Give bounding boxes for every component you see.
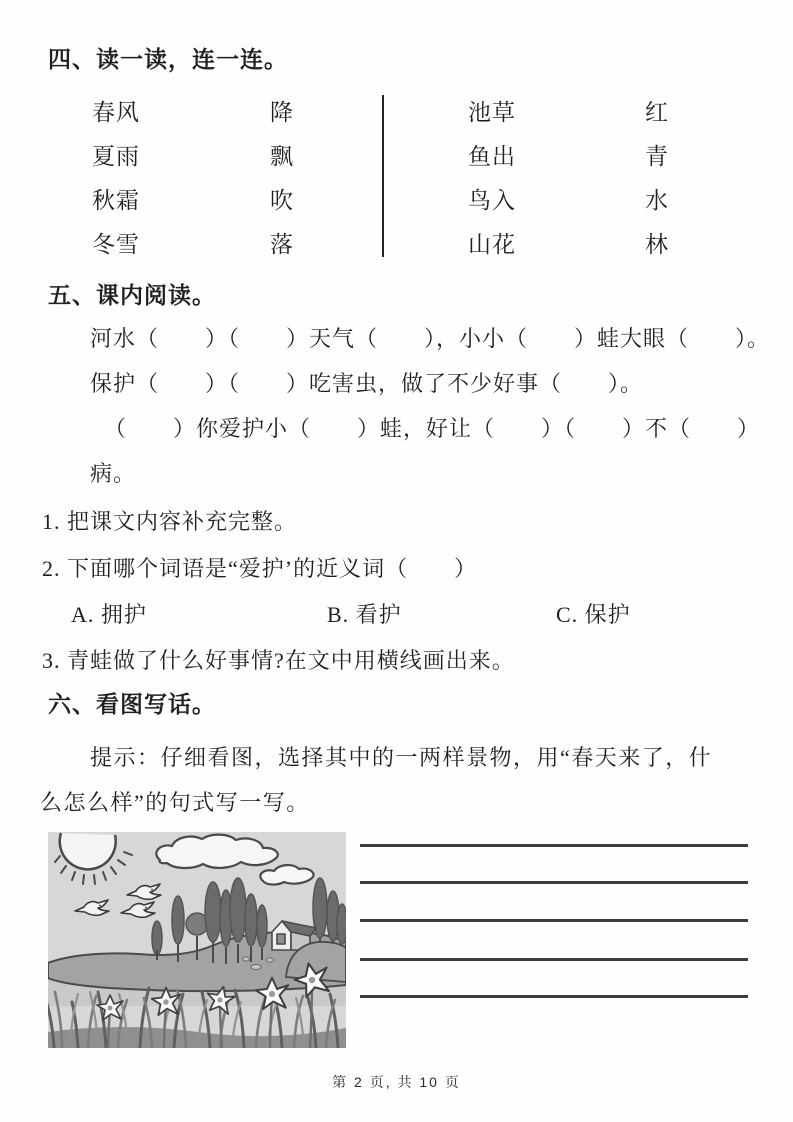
matching-right-group [384,88,753,264]
match-word: 鱼出 [468,143,516,169]
match-row [40,132,382,176]
matching-left-group [40,88,382,264]
question-1: 1. 把课文内容补充完整。 [42,509,298,534]
match-target: 降 [270,99,294,125]
match-target: 林 [645,231,669,257]
option-c: C. 保护 [556,602,631,627]
writing-line [360,922,748,961]
hint-line: 么怎么样”的句式写一写。 [40,790,310,815]
passage-line: 病。 [90,461,137,486]
match-target: 水 [645,187,669,213]
section5-title: 五、课内阅读。 [48,282,216,308]
passage-line: 河水（ ）（ ）天气（ ），小小（ ）蛙大眼（ ）。 [90,326,771,351]
match-row [40,176,382,220]
match-row [40,220,382,264]
match-row [384,132,753,176]
passage-line: （ ）你爱护小（ ）蛙，好让（ ）（ ）不（ ） [104,416,761,441]
passage-line: 保护（ ）（ ）吃害虫，做了不少好事（ ）。 [90,371,644,396]
figure-and-lines [40,832,753,1048]
writing-lines [360,832,748,1048]
section6-title: 六、看图写话。 [48,691,216,717]
option-b: B. 看护 [327,602,402,627]
matching-exercise [40,88,753,264]
question-3: 3. 青蛙做了什么好事情?在文中用横线画出来。 [42,648,515,673]
section4-title: 四、读一读，连一连。 [48,46,288,72]
match-row [384,220,753,264]
page-indicator: 第 2 页, 共 10 页 [332,1074,461,1090]
match-word: 夏雨 [92,143,140,169]
match-row [384,88,753,132]
choice-options [40,599,753,631]
writing-line [360,847,748,884]
hint-line: 提示：仔细看图，选择其中的一两样景物，用“春天来了，什 [90,745,713,770]
match-target: 红 [645,99,669,125]
writing-line [360,832,748,847]
match-word: 鸟入 [468,187,516,213]
match-word: 池草 [468,99,516,125]
match-row [384,176,753,220]
match-target: 吹 [270,187,294,213]
writing-line [360,884,748,922]
reading-passage [90,316,771,496]
question-2: 2. 下面哪个词语是“爱护’的近义词（ ） [42,556,478,581]
option-a: A. 拥护 [71,602,147,627]
match-word: 春风 [92,99,140,125]
match-row [40,88,382,132]
match-target: 青 [645,143,669,169]
match-word: 山花 [468,231,516,257]
match-target: 飘 [270,143,294,169]
match-target: 落 [270,231,294,257]
writing-line [360,961,748,998]
match-word: 秋霜 [92,187,140,213]
writing-hint [40,735,753,825]
match-word: 冬雪 [92,231,140,257]
spring-scene-illustration [48,832,346,1048]
